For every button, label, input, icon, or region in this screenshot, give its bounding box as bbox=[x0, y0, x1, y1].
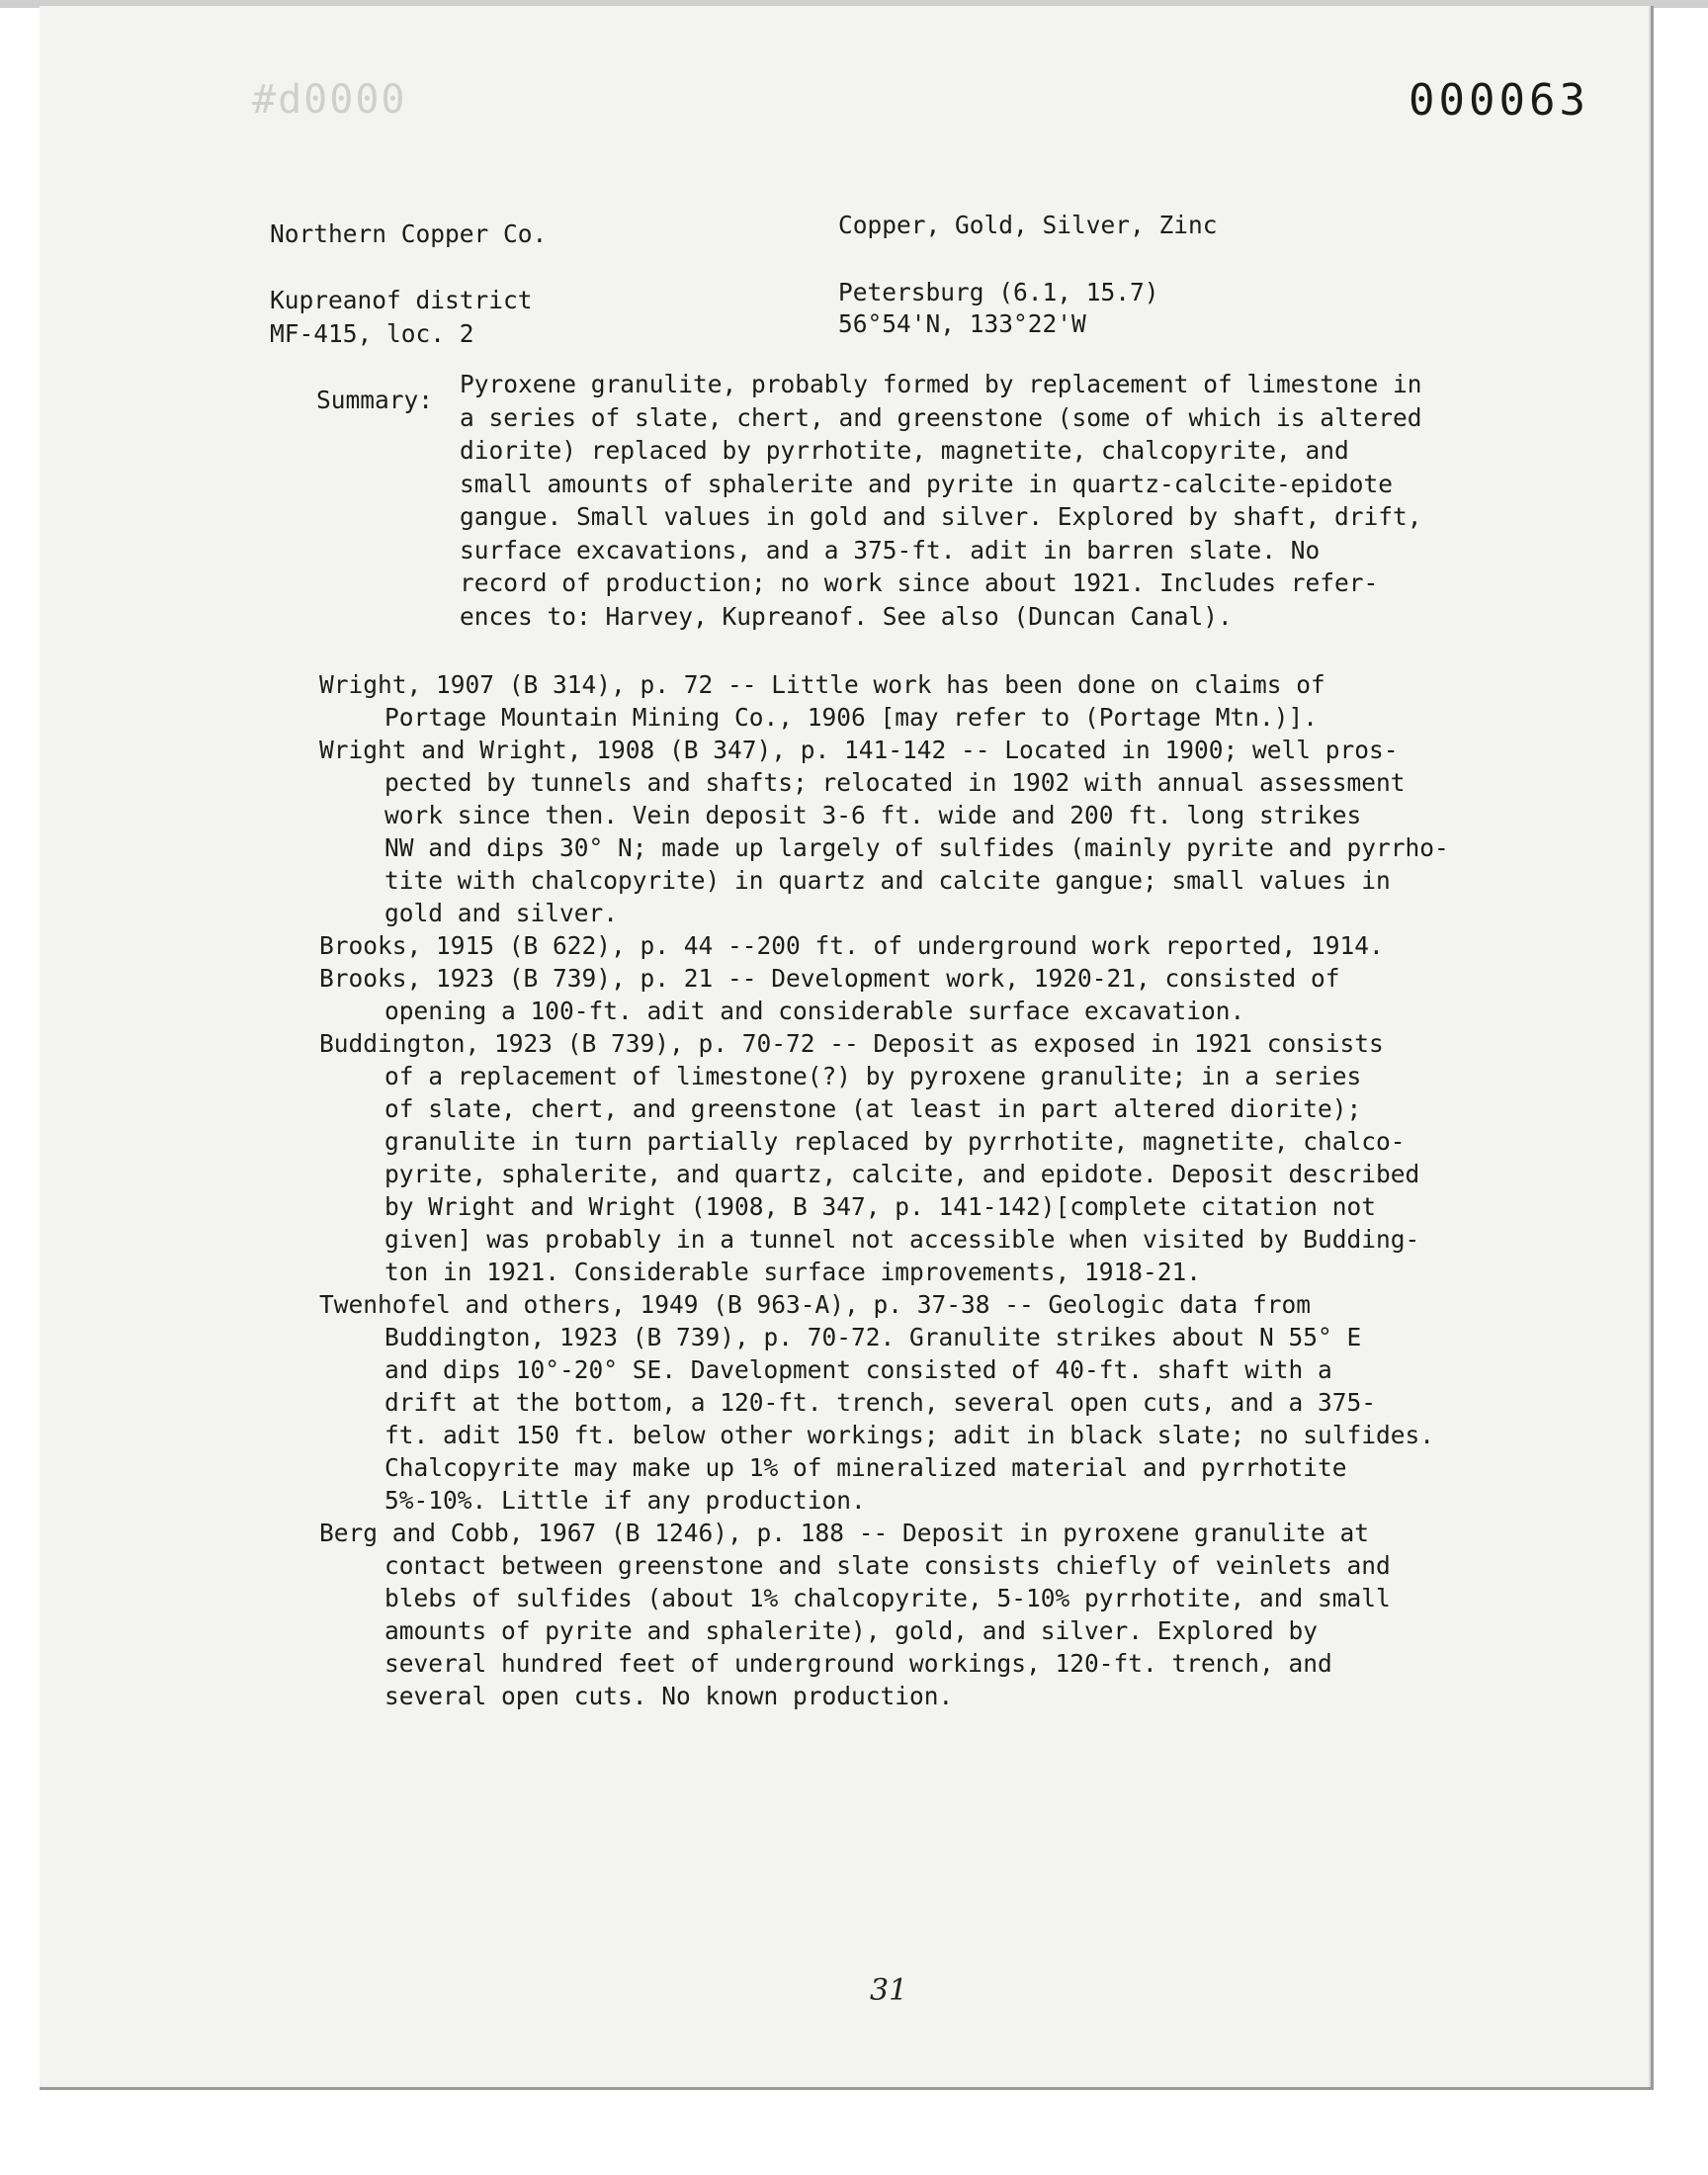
document-page bbox=[40, 6, 1654, 2090]
summary-label: Summary: bbox=[316, 386, 434, 414]
footer-page-number: 31 bbox=[870, 1973, 908, 2008]
commodities: Copper, Gold, Silver, Zinc bbox=[838, 211, 1218, 239]
reference-entry: Twenhofel and others, 1949 (B 963-A), p. 37-38 -- Geologic data from Buddington, 1923 (B 739), p. 70-72. Granulite strikes about N 55° E and dips 10°-20° SE. Davelopment consisted of 40-ft. shaft with a drift at the bottom, a 120-ft. trench, several open cuts, and a 375- ft. adit 150 ft. below other workings; adit in black slate; no sulfides. Chalcopyrite may make up 1% of mineralized material and pyrrhotite 5%-10%. Little if any production. bbox=[319, 1290, 1435, 1515]
district: Kupreanof district bbox=[270, 286, 533, 314]
reference-entry: Brooks, 1923 (B 739), p. 21 -- Development work, 1920-21, consisted of opening a 100-ft. adit and considerable surface excavation. bbox=[319, 964, 1340, 1025]
page-number: 000063 bbox=[1409, 75, 1589, 126]
map-reference: MF-415, loc. 2 bbox=[270, 319, 474, 348]
references-list bbox=[319, 668, 1604, 1712]
reference-entry: Wright, 1907 (B 314), p. 72 -- Little work has been done on claims of Portage Mountain Mining Co., 1906 [may refer to (Portage Mtn.)]. bbox=[319, 670, 1325, 732]
ghost-page-number: #d0000 bbox=[252, 77, 407, 123]
reference-entry: Buddington, 1923 (B 739), p. 70-72 -- Deposit as exposed in 1921 consists of a replacement of limestone(?) by pyroxene granulite; in a series of slate, chert, and greenstone (at least in part altered diorite); granulite in turn partially replaced by pyrrhotite, magnetite, chalco- pyrite, sphalerite, and quartz, calcite, and epidote. Deposit described by Wright and Wright (1908, B 347, p. 141-142)[complete citation not given] was probably in a tunnel not accessible when visited by Budding- ton in 1921. Considerable surface improvements, 1918-21. bbox=[319, 1029, 1420, 1286]
reference-entry: Wright and Wright, 1908 (B 347), p. 141-142 -- Located in 1900; well pros- pected by tunnels and shafts; relocated in 1902 with annual assessment work since then. Vein deposit 3-6 ft. wide and 200 ft. long strikes NW and dips 30° N; made up largely of sulfides (mainly pyrite and pyrrho- tite with chalcopyrite) in quartz and calcite gangue; small values in gold and silver. bbox=[319, 736, 1449, 927]
property-name: Northern Copper Co. bbox=[270, 219, 548, 248]
summary-text: Pyroxene granulite, probably formed by replacement of limestone in a series of slate, chert, and greenstone (some of which is altered diorite) replaced by pyrrhotite, magnetite, chalcopyrite, and small amounts of sphalerite and pyrite in quartz-calcite-epidote gangue. Small values in gold and silver. Explored by shaft, drift, surface excavations, and a 375-ft. adit in barren slate. No record of production; no work since about 1921. Includes refer- ences to: Harvey, Kupreanof. See also (Duncan Canal). bbox=[460, 370, 1422, 631]
coordinates: 56°54'N, 133°22'W bbox=[838, 309, 1086, 338]
quadrangle: Petersburg (6.1, 15.7) bbox=[838, 278, 1159, 306]
reference-entry: Brooks, 1915 (B 622), p. 44 --200 ft. of underground work reported, 1914. bbox=[319, 931, 1384, 960]
reference-entry: Berg and Cobb, 1967 (B 1246), p. 188 -- Deposit in pyroxene granulite at contact between greenstone and slate consists chiefly of veinlets and blebs of sulfides (about 1% chalcopyrite, 5-10% pyrrhotite, and small amounts of pyrite and sphalerite), gold, and silver. Explored by several hundred feet of underground workings, 120-ft. trench, and several open cuts. No known production. bbox=[319, 1519, 1391, 1710]
